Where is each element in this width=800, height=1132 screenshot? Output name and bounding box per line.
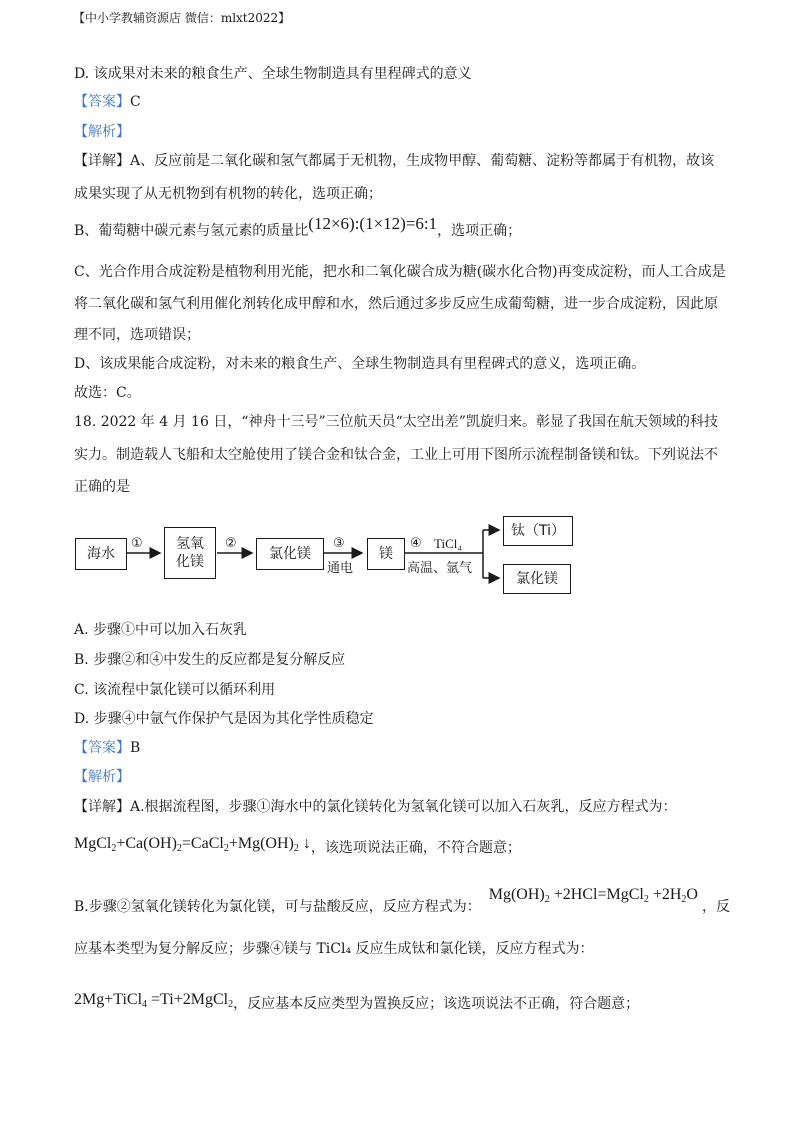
q18-stem-2: 实力。制造载人飞船和太空舱使用了镁合金和钛合金，工业上可用下图所示流程制备镁和钛。下列说法不 <box>74 447 718 463</box>
detail-b-pre: B、葡萄糖中碳元素与氢元素的质量比 <box>74 223 309 239</box>
answer-label: 【答案】 <box>74 94 130 110</box>
q18-equation-3-line <box>74 991 640 1014</box>
detail-b-post: ，反 <box>701 899 730 915</box>
q17-detail-d: D、该成果能合成淀粉，对未来的粮食生产、全球生物制造具有里程碑式的意义，选项正确。 <box>74 356 646 372</box>
detail-text: A、反应前是二氧化碳和氢气都属于无机物，生成物甲醇、葡萄糖、淀粉等都属于有机物，故该 <box>130 153 715 169</box>
mass-ratio-formula: (12×6):(1×12)=6:1 <box>308 214 438 233</box>
answer-value: B <box>130 740 141 756</box>
q18-analysis-label: 【解析】 <box>74 769 130 785</box>
q18-stem-1: 18. 2022 年 4 月 16 日，“神舟十三号”三位航天员“太空出差”凯旋归来。彰显了我国在航天领域的科技 <box>74 414 718 430</box>
q17-detail-c-1: C、光合作用合成淀粉是植物利用光能，把水和二氧化碳合成为糖(碳水化合物)再变成淀粉，而人工合成是 <box>74 264 726 280</box>
equation-1: $MgCl_2+Ca(OH)_2=CaCl_2+Mg(OH)_2$ ↓ <box>74 835 311 854</box>
q17-detail-a-2: 成果实现了从无机物到有机物的转化，选项正确； <box>74 186 382 202</box>
q18-answer <box>74 738 140 758</box>
box-mgoh2-line1: 氢氧 <box>176 536 204 552</box>
q17-option-d: D. 该成果对未来的粮食生产、全球生物制造具有里程碑式的意义 <box>74 66 472 82</box>
box-magnesium-hydroxide <box>164 527 216 579</box>
equation-1-note: ，该选项说法正确，不符合题意； <box>310 840 521 856</box>
equation-3-note: ，反应基本反应类型为置换反应；该选项说法不正确，符合题意； <box>233 996 640 1012</box>
answer-label: 【答案】 <box>74 740 130 756</box>
q18-option-a: A. 步骤①中可以加入石灰乳 <box>74 622 248 638</box>
q17-detail-c-2: 将二氧化碳和氢气利用催化剂转化成甲醇和水，然后通过多步反应生成葡萄糖，进一步合成淀粉，因此原 <box>74 296 718 312</box>
q18-detail-a <box>74 797 677 817</box>
q18-detail-b <box>74 886 730 917</box>
step4-condition: 高温、氩气 <box>407 561 473 576</box>
q17-detail-c-3: 理不同，选项错误； <box>74 327 200 343</box>
step3-label: ③ <box>333 536 345 551</box>
q18-detail-b-2: 应基本类型为复分解反应；步骤④镁与 TiCl₄ 反应生成钛和氯化镁，反应方程式为： <box>74 941 594 957</box>
box-mgoh2-line2: 化镁 <box>176 554 204 570</box>
step2-label: ② <box>225 536 237 551</box>
detail-b-pre: B.步骤②氢氧化镁转化为氯化镁，可与盐酸反应，反应方程式为： <box>74 899 481 915</box>
step4-reagent: TiCl₄ <box>434 536 462 551</box>
box-magnesium-chloride-output: 氯化镁 <box>503 564 571 594</box>
box-seawater: 海水 <box>75 538 127 570</box>
detail-label: 【详解】 <box>74 799 130 815</box>
detail-text: A.根据流程图，步骤①海水中的氯化镁转化为氢氧化镁可以加入石灰乳，反应方程式为： <box>130 799 677 815</box>
step1-label: ① <box>131 536 143 551</box>
box-magnesium-chloride: 氯化镁 <box>256 538 324 570</box>
q17-choose: 故选：C。 <box>74 385 141 401</box>
box-titanium: 钛（Ti） <box>503 516 573 546</box>
detail-b-post: ，选项正确； <box>437 223 522 239</box>
step4-label: ④ <box>410 536 422 551</box>
q18-stem-3: 正确的是 <box>74 479 130 495</box>
step3-condition: 通电 <box>327 561 354 576</box>
q18-equation-1-line <box>74 835 521 858</box>
q18-option-d: D. 步骤④中氩气作保护气是因为其化学性质稳定 <box>74 711 374 727</box>
q17-analysis-label: 【解析】 <box>74 124 130 140</box>
q18-option-c: C. 该流程中氯化镁可以循环利用 <box>74 682 276 698</box>
box-magnesium: 镁 <box>367 538 405 570</box>
equation-2: $Mg(OH)_2$ +2HCl=MgCl$_2$ $+2H_2O$ <box>488 886 698 905</box>
answer-value: C <box>130 94 141 110</box>
equation-3: 2Mg+TiCl$_4$ =Ti+2MgCl$_2$ <box>74 991 234 1010</box>
q18-option-b: B. 步骤②和④中发生的反应都是复分解反应 <box>74 652 346 668</box>
detail-label: 【详解】 <box>74 153 130 169</box>
page-header: 【中小学教辅资源店 微信：mlxt2022】 <box>73 11 291 25</box>
